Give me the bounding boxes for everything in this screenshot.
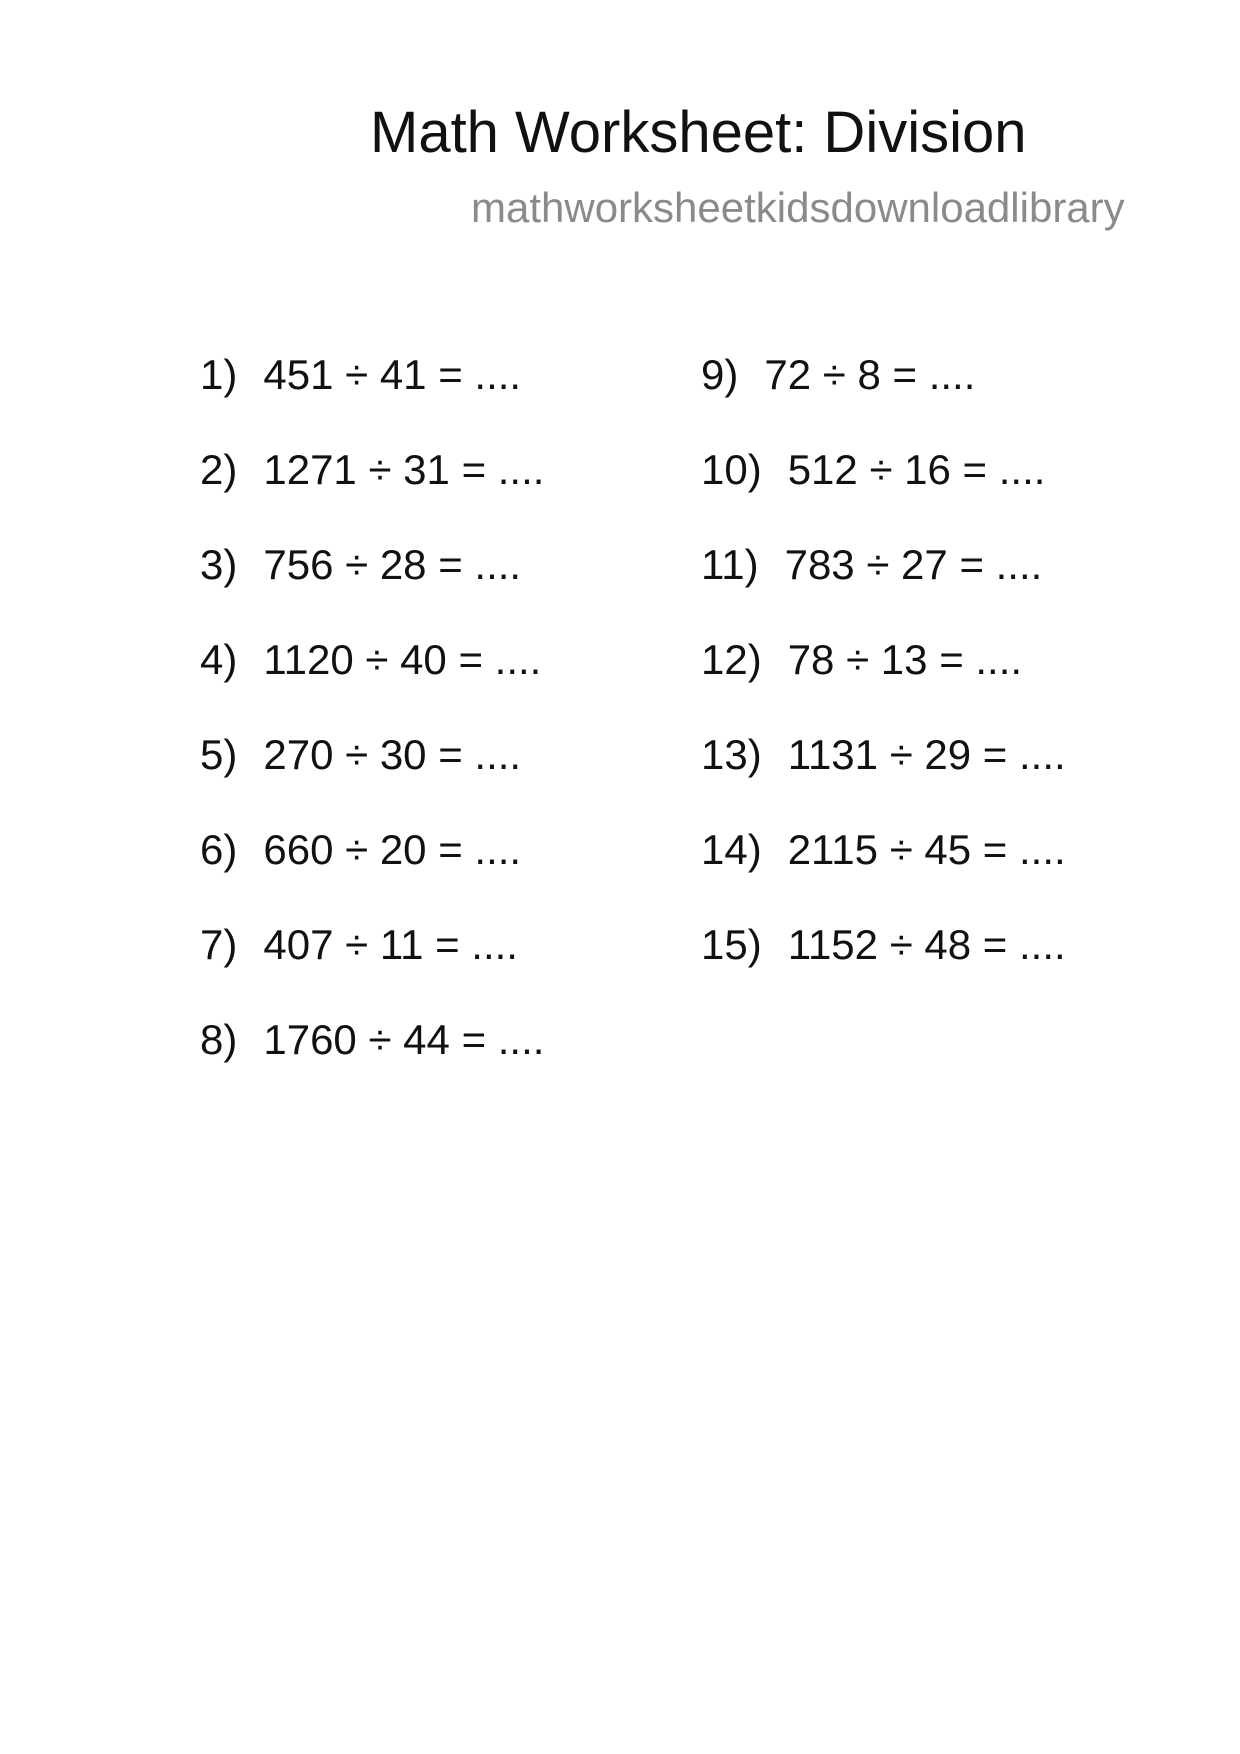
page-subtitle: mathworksheetkidsdownloadlibrary <box>471 184 1125 231</box>
problem-number: 10) <box>701 446 762 493</box>
problem-number: 3) <box>200 541 238 588</box>
problem-number: 9) <box>701 351 739 398</box>
problem-expression: 78 ÷ 13 = .... <box>787 636 1023 683</box>
problem-column-right <box>701 350 1066 1015</box>
problem-number: 14) <box>701 826 762 873</box>
problem-number: 2) <box>200 446 238 493</box>
problem-number: 13) <box>701 731 762 778</box>
problem-number: 1) <box>200 351 238 398</box>
problem-number: 15) <box>701 921 762 968</box>
problem-expression: 1152 ÷ 48 = .... <box>787 921 1066 968</box>
problem-expression: 1271 ÷ 31 = .... <box>263 446 545 493</box>
problem-expression: 72 ÷ 8 = .... <box>764 351 976 398</box>
problem-number: 7) <box>200 921 238 968</box>
problem-expression: 451 ÷ 41 = .... <box>263 351 522 398</box>
problem-expression: 407 ÷ 11 = .... <box>263 921 518 968</box>
problem-number: 11) <box>701 541 759 588</box>
problem-number: 5) <box>200 731 238 778</box>
problem-13 <box>701 730 1066 825</box>
problem-number: 8) <box>200 1016 238 1063</box>
problem-9 <box>701 350 1066 445</box>
problem-expression: 1120 ÷ 40 = .... <box>263 636 542 683</box>
problem-3 <box>200 540 544 635</box>
problem-column-left <box>200 350 544 1110</box>
problem-12 <box>701 635 1066 730</box>
problem-8 <box>200 1015 544 1110</box>
problem-expression: 1131 ÷ 29 = .... <box>787 731 1066 778</box>
problem-expression: 512 ÷ 16 = .... <box>787 446 1046 493</box>
problem-expression: 1760 ÷ 44 = .... <box>263 1016 545 1063</box>
page-title: Math Worksheet: Division <box>370 100 1027 165</box>
problem-6 <box>200 825 544 920</box>
problem-expression: 2115 ÷ 45 = .... <box>787 826 1066 873</box>
problem-expression: 270 ÷ 30 = .... <box>263 731 522 778</box>
problem-14 <box>701 825 1066 920</box>
problem-15 <box>701 920 1066 1015</box>
problem-expression: 783 ÷ 27 = .... <box>784 541 1043 588</box>
problem-10 <box>701 445 1066 540</box>
problem-number: 6) <box>200 826 238 873</box>
problem-number: 12) <box>701 636 762 683</box>
problem-11 <box>701 540 1066 635</box>
problem-4 <box>200 635 544 730</box>
problem-1 <box>200 350 544 445</box>
problem-5 <box>200 730 544 825</box>
problem-2 <box>200 445 544 540</box>
problem-expression: 660 ÷ 20 = .... <box>263 826 522 873</box>
problem-7 <box>200 920 544 1015</box>
problem-expression: 756 ÷ 28 = .... <box>263 541 522 588</box>
problem-number: 4) <box>200 636 238 683</box>
